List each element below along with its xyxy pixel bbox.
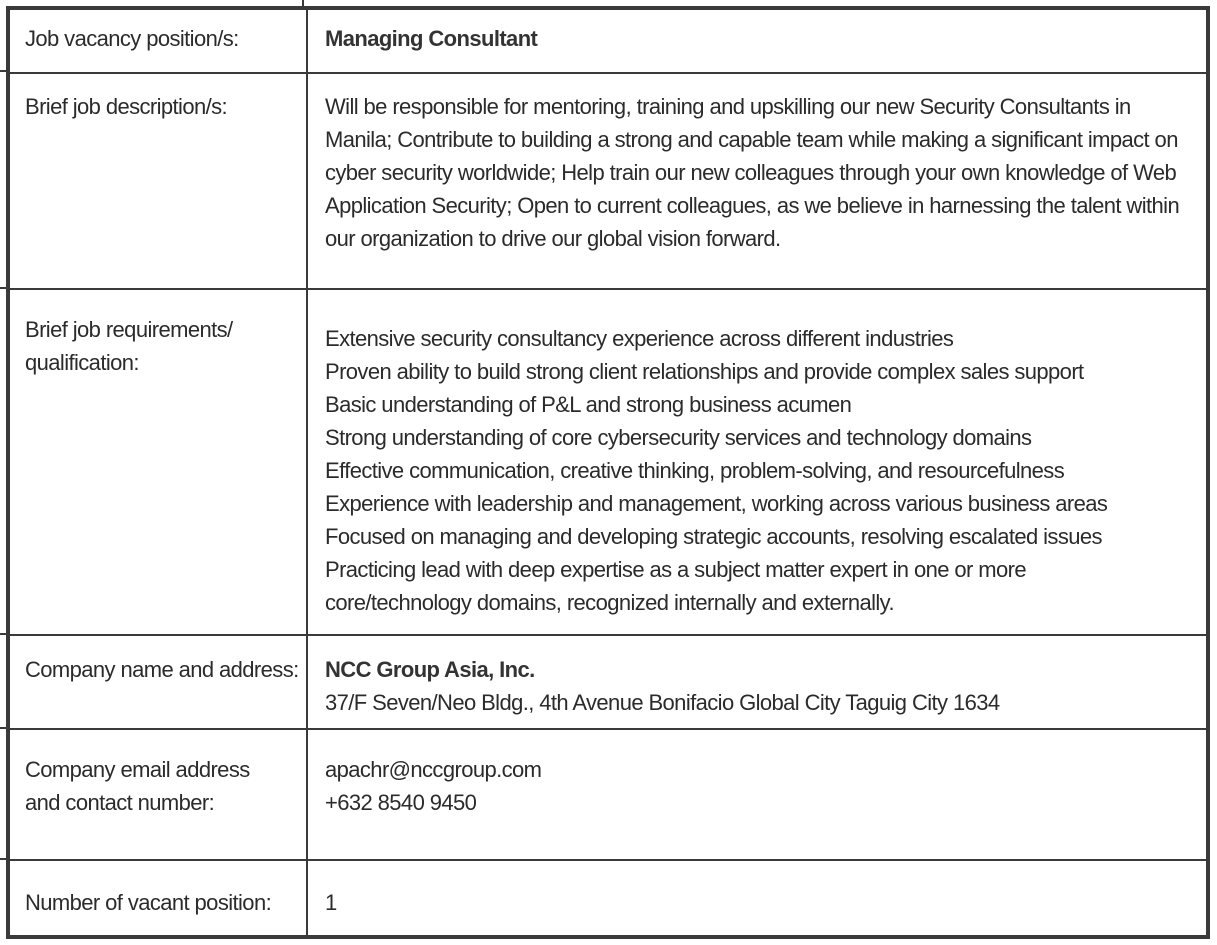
- row-tick: [0, 287, 6, 289]
- row-tick: [0, 633, 6, 635]
- row-divider: [10, 634, 1206, 636]
- requirement-item: Effective communication, creative thinking, problem-solving, and resourcefulness: [325, 458, 1065, 483]
- description-label: Brief job description/s:: [25, 94, 228, 119]
- company-email: apachr@nccgroup.com: [325, 757, 542, 782]
- company-name: NCC Group Asia, Inc.: [325, 657, 535, 682]
- row-tick: [0, 70, 6, 72]
- row-tick: [0, 858, 6, 860]
- requirement-item: Proven ability to build strong client relationships and provide complex sales support: [325, 359, 1084, 384]
- vacancies-value: 1: [325, 890, 337, 915]
- requirement-item: Extensive security consultancy experience across different industries: [325, 326, 954, 351]
- requirement-item: Focused on managing and developing strategic accounts, resolving escalated issues: [325, 524, 1102, 549]
- contact-label: Company email address and contact number:: [25, 757, 250, 815]
- company-phone: +632 8540 9450: [325, 790, 477, 815]
- requirement-item: Strong understanding of core cybersecurity services and technology domains: [325, 425, 1032, 450]
- row-divider: [10, 728, 1206, 730]
- row-divider: [10, 72, 1206, 74]
- company-address: 37/F Seven/Neo Bldg., 4th Avenue Bonifacio Global City Taguig City 1634: [325, 690, 1000, 715]
- vacancies-label: Number of vacant position:: [25, 890, 272, 915]
- column-divider: [306, 10, 308, 935]
- contact-value: [325, 753, 1205, 819]
- row-divider: [10, 859, 1206, 861]
- description-value: Will be responsible for mentoring, training and upskilling our new Security Consultants in Manila; Contribute to building a strong and capable team while making a significant impact on cyber security worldwide; Help train our new colleagues through your own knowledge of Web Application Security; Open to current colleagues, as we believe in harnessing the talent within our organization to drive our global vision forward.: [325, 94, 1180, 251]
- company-value: [325, 653, 1205, 719]
- requirements-list: [325, 322, 1205, 619]
- requirement-item: Experience with leadership and management, working across various business areas: [325, 491, 1108, 516]
- position-value: Managing Consultant: [325, 26, 538, 51]
- column-tick: [302, 0, 304, 6]
- requirement-item: Basic understanding of P&L and strong business acumen: [325, 392, 852, 417]
- requirement-item: Practicing lead with deep expertise as a subject matter expert in one or more core/technology domains, recognized internally and externally.: [325, 557, 1026, 615]
- position-label: Job vacancy position/s:: [25, 26, 239, 51]
- row-tick: [0, 727, 6, 729]
- row-divider: [10, 288, 1206, 290]
- requirements-label: Brief job requirements/ qualification:: [25, 317, 233, 375]
- company-label: Company name and address:: [25, 657, 299, 682]
- job-vacancy-table: [6, 6, 1210, 939]
